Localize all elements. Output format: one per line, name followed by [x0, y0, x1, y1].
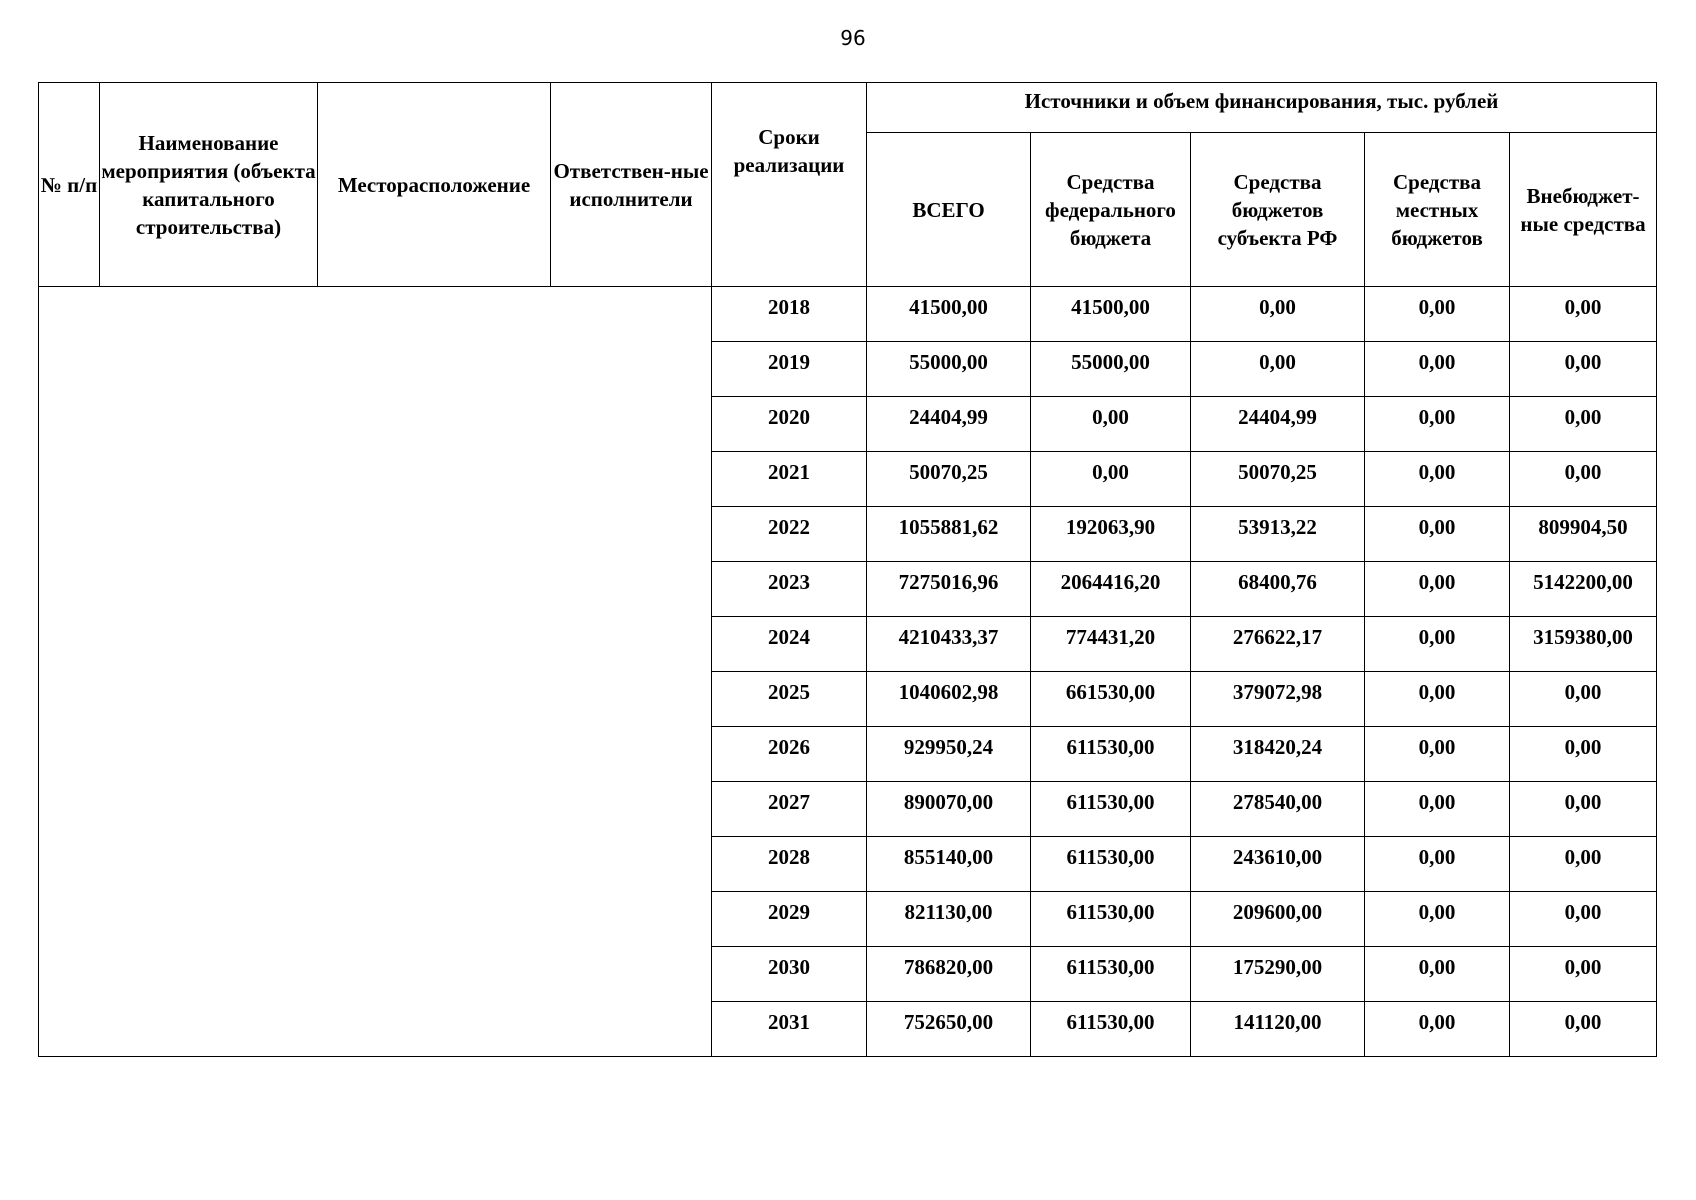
cell-local: 0,00 — [1365, 562, 1510, 617]
cell-local: 0,00 — [1365, 287, 1510, 342]
cell-extra: 0,00 — [1510, 342, 1657, 397]
cell-federal: 661530,00 — [1031, 672, 1191, 727]
table-header — [39, 83, 1657, 287]
cell-year: 2027 — [712, 782, 867, 837]
cell-total: 786820,00 — [867, 947, 1031, 1002]
cell-total: 890070,00 — [867, 782, 1031, 837]
cell-local: 0,00 — [1365, 1002, 1510, 1057]
header-local: Средства местных бюджетов — [1365, 133, 1510, 287]
cell-federal: 192063,90 — [1031, 507, 1191, 562]
page-number: 96 — [840, 26, 866, 50]
header-extrabudget: Внебюджет-ные средства — [1510, 133, 1657, 287]
cell-local: 0,00 — [1365, 617, 1510, 672]
cell-year: 2020 — [712, 397, 867, 452]
cell-extra: 0,00 — [1510, 672, 1657, 727]
cell-extra: 0,00 — [1510, 452, 1657, 507]
cell-total: 1055881,62 — [867, 507, 1031, 562]
cell-regional: 243610,00 — [1191, 837, 1365, 892]
cell-total: 4210433,37 — [867, 617, 1031, 672]
cell-year: 2026 — [712, 727, 867, 782]
table-body — [39, 287, 1657, 1057]
cell-total: 929950,24 — [867, 727, 1031, 782]
empty-merged-cell — [39, 287, 712, 1057]
cell-federal: 611530,00 — [1031, 1002, 1191, 1057]
cell-year: 2024 — [712, 617, 867, 672]
cell-regional: 53913,22 — [1191, 507, 1365, 562]
header-location: Месторасположение — [318, 83, 551, 287]
cell-extra: 0,00 — [1510, 727, 1657, 782]
header-financing-group: Источники и объем финансирования, тыс. рублей — [867, 83, 1657, 133]
cell-extra: 0,00 — [1510, 397, 1657, 452]
cell-federal: 611530,00 — [1031, 892, 1191, 947]
cell-year: 2023 — [712, 562, 867, 617]
financing-table — [38, 82, 1657, 1057]
cell-total: 855140,00 — [867, 837, 1031, 892]
cell-federal: 0,00 — [1031, 452, 1191, 507]
cell-extra: 5142200,00 — [1510, 562, 1657, 617]
cell-total: 55000,00 — [867, 342, 1031, 397]
cell-year: 2019 — [712, 342, 867, 397]
cell-extra: 0,00 — [1510, 287, 1657, 342]
cell-regional: 0,00 — [1191, 342, 1365, 397]
cell-local: 0,00 — [1365, 837, 1510, 892]
cell-total: 41500,00 — [867, 287, 1031, 342]
cell-regional: 276622,17 — [1191, 617, 1365, 672]
header-federal: Средства федерального бюджета — [1031, 133, 1191, 287]
cell-federal: 611530,00 — [1031, 727, 1191, 782]
cell-year: 2031 — [712, 1002, 867, 1057]
cell-regional: 318420,24 — [1191, 727, 1365, 782]
cell-year: 2030 — [712, 947, 867, 1002]
cell-local: 0,00 — [1365, 342, 1510, 397]
cell-extra: 0,00 — [1510, 1002, 1657, 1057]
cell-regional: 50070,25 — [1191, 452, 1365, 507]
cell-year: 2029 — [712, 892, 867, 947]
cell-local: 0,00 — [1365, 507, 1510, 562]
header-name: Наименование мероприятия (объекта капитального строительства) — [100, 83, 318, 287]
cell-local: 0,00 — [1365, 397, 1510, 452]
cell-regional: 278540,00 — [1191, 782, 1365, 837]
cell-regional: 209600,00 — [1191, 892, 1365, 947]
cell-local: 0,00 — [1365, 452, 1510, 507]
cell-year: 2021 — [712, 452, 867, 507]
cell-year: 2018 — [712, 287, 867, 342]
cell-extra: 3159380,00 — [1510, 617, 1657, 672]
cell-year: 2022 — [712, 507, 867, 562]
cell-total: 50070,25 — [867, 452, 1031, 507]
cell-local: 0,00 — [1365, 672, 1510, 727]
cell-regional: 0,00 — [1191, 287, 1365, 342]
header-regional: Средства бюджетов субъекта РФ — [1191, 133, 1365, 287]
cell-total: 1040602,98 — [867, 672, 1031, 727]
cell-regional: 24404,99 — [1191, 397, 1365, 452]
table-row — [39, 287, 1657, 342]
cell-federal: 41500,00 — [1031, 287, 1191, 342]
cell-regional: 175290,00 — [1191, 947, 1365, 1002]
cell-federal: 774431,20 — [1031, 617, 1191, 672]
cell-total: 752650,00 — [867, 1002, 1031, 1057]
cell-year: 2025 — [712, 672, 867, 727]
cell-federal: 611530,00 — [1031, 947, 1191, 1002]
cell-extra: 0,00 — [1510, 947, 1657, 1002]
cell-total: 7275016,96 — [867, 562, 1031, 617]
cell-local: 0,00 — [1365, 727, 1510, 782]
cell-federal: 0,00 — [1031, 397, 1191, 452]
cell-local: 0,00 — [1365, 782, 1510, 837]
cell-regional: 141120,00 — [1191, 1002, 1365, 1057]
header-period: Сроки реализации — [712, 83, 867, 287]
cell-local: 0,00 — [1365, 892, 1510, 947]
cell-total: 821130,00 — [867, 892, 1031, 947]
cell-extra: 809904,50 — [1510, 507, 1657, 562]
header-total: ВСЕГО — [867, 133, 1031, 287]
cell-total: 24404,99 — [867, 397, 1031, 452]
cell-federal: 611530,00 — [1031, 837, 1191, 892]
cell-regional: 68400,76 — [1191, 562, 1365, 617]
cell-federal: 2064416,20 — [1031, 562, 1191, 617]
cell-federal: 611530,00 — [1031, 782, 1191, 837]
cell-regional: 379072,98 — [1191, 672, 1365, 727]
cell-extra: 0,00 — [1510, 837, 1657, 892]
cell-extra: 0,00 — [1510, 782, 1657, 837]
header-number: № п/п — [39, 83, 100, 287]
header-executors: Ответствен-ные исполнители — [551, 83, 712, 287]
cell-local: 0,00 — [1365, 947, 1510, 1002]
cell-federal: 55000,00 — [1031, 342, 1191, 397]
cell-extra: 0,00 — [1510, 892, 1657, 947]
cell-year: 2028 — [712, 837, 867, 892]
